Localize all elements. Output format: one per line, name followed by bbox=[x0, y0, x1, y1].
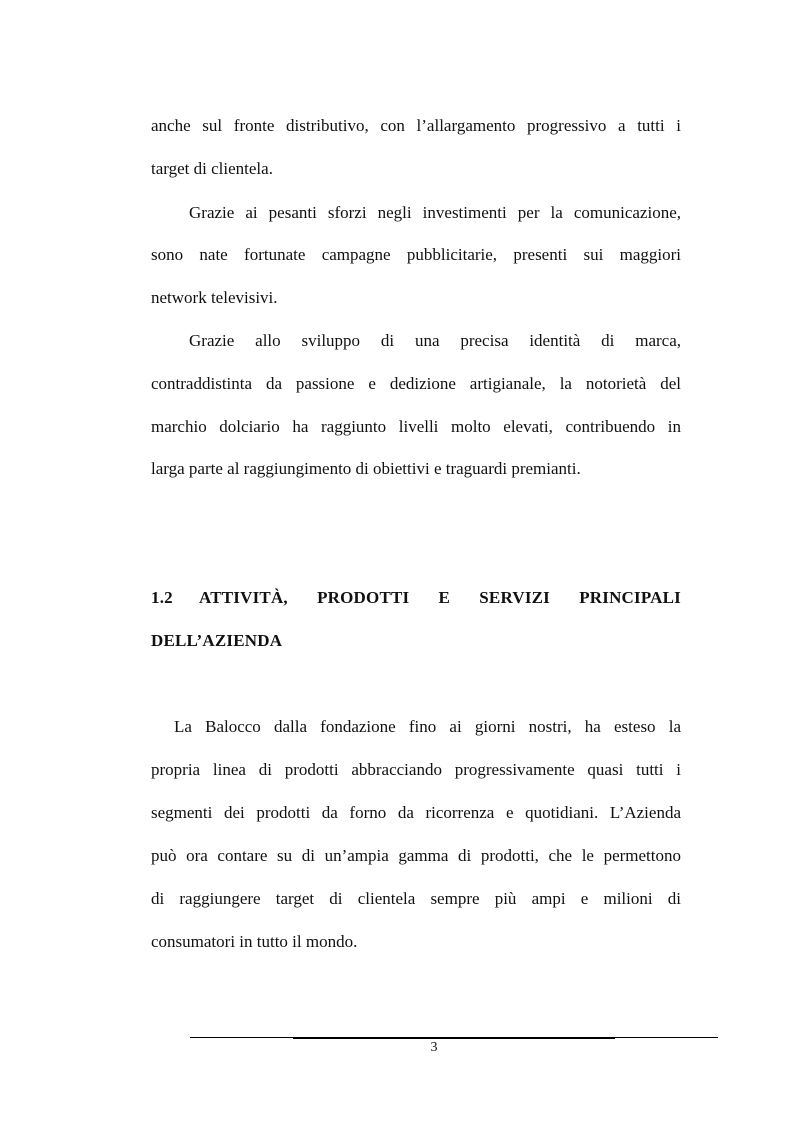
text-line: sono nate fortunate campagne pubblicitarie, presenti sui maggiori bbox=[151, 245, 681, 264]
text-line: larga parte al raggiungimento di obiettivi e traguardi premianti. bbox=[151, 459, 581, 478]
text-line: network televisivi. bbox=[151, 288, 278, 307]
text-line: Grazie allo sviluppo di una precisa identità di marca, bbox=[189, 331, 681, 350]
page-number: 3 bbox=[430, 1040, 438, 1055]
text-line: anche sul fronte distributivo, con l’allargamento progressivo a tutti i bbox=[151, 116, 681, 135]
text-line: di raggiungere target di clientela sempre più ampi e milioni di bbox=[151, 889, 681, 908]
section-title-line: DELL’AZIENDA bbox=[151, 631, 283, 650]
text-line: marchio dolciario ha raggiunto livelli molto elevati, contribuendo in bbox=[151, 417, 681, 436]
section-title-line: ATTIVITÀ, PRODOTTI E SERVIZI PRINCIPALI bbox=[199, 588, 681, 607]
text-line: propria linea di prodotti abbracciando progressivamente quasi tutti i bbox=[151, 760, 681, 779]
text-line: target di clientela. bbox=[151, 159, 273, 178]
section-number: 1.2 bbox=[151, 588, 173, 607]
text-line: può ora contare su di un’ampia gamma di prodotti, che le permettono bbox=[151, 846, 681, 865]
text-line: consumatori in tutto il mondo. bbox=[151, 932, 358, 951]
footer-rule-inner bbox=[293, 1038, 615, 1039]
text-line: La Balocco dalla fondazione fino ai giorni nostri, ha esteso la bbox=[174, 717, 681, 736]
text-line: Grazie ai pesanti sforzi negli investimenti per la comunicazione, bbox=[189, 203, 681, 222]
text-line: segmenti dei prodotti da forno da ricorrenza e quotidiani. L’Azienda bbox=[151, 803, 681, 822]
text-line: contraddistinta da passione e dedizione artigianale, la notorietà del bbox=[151, 374, 681, 393]
